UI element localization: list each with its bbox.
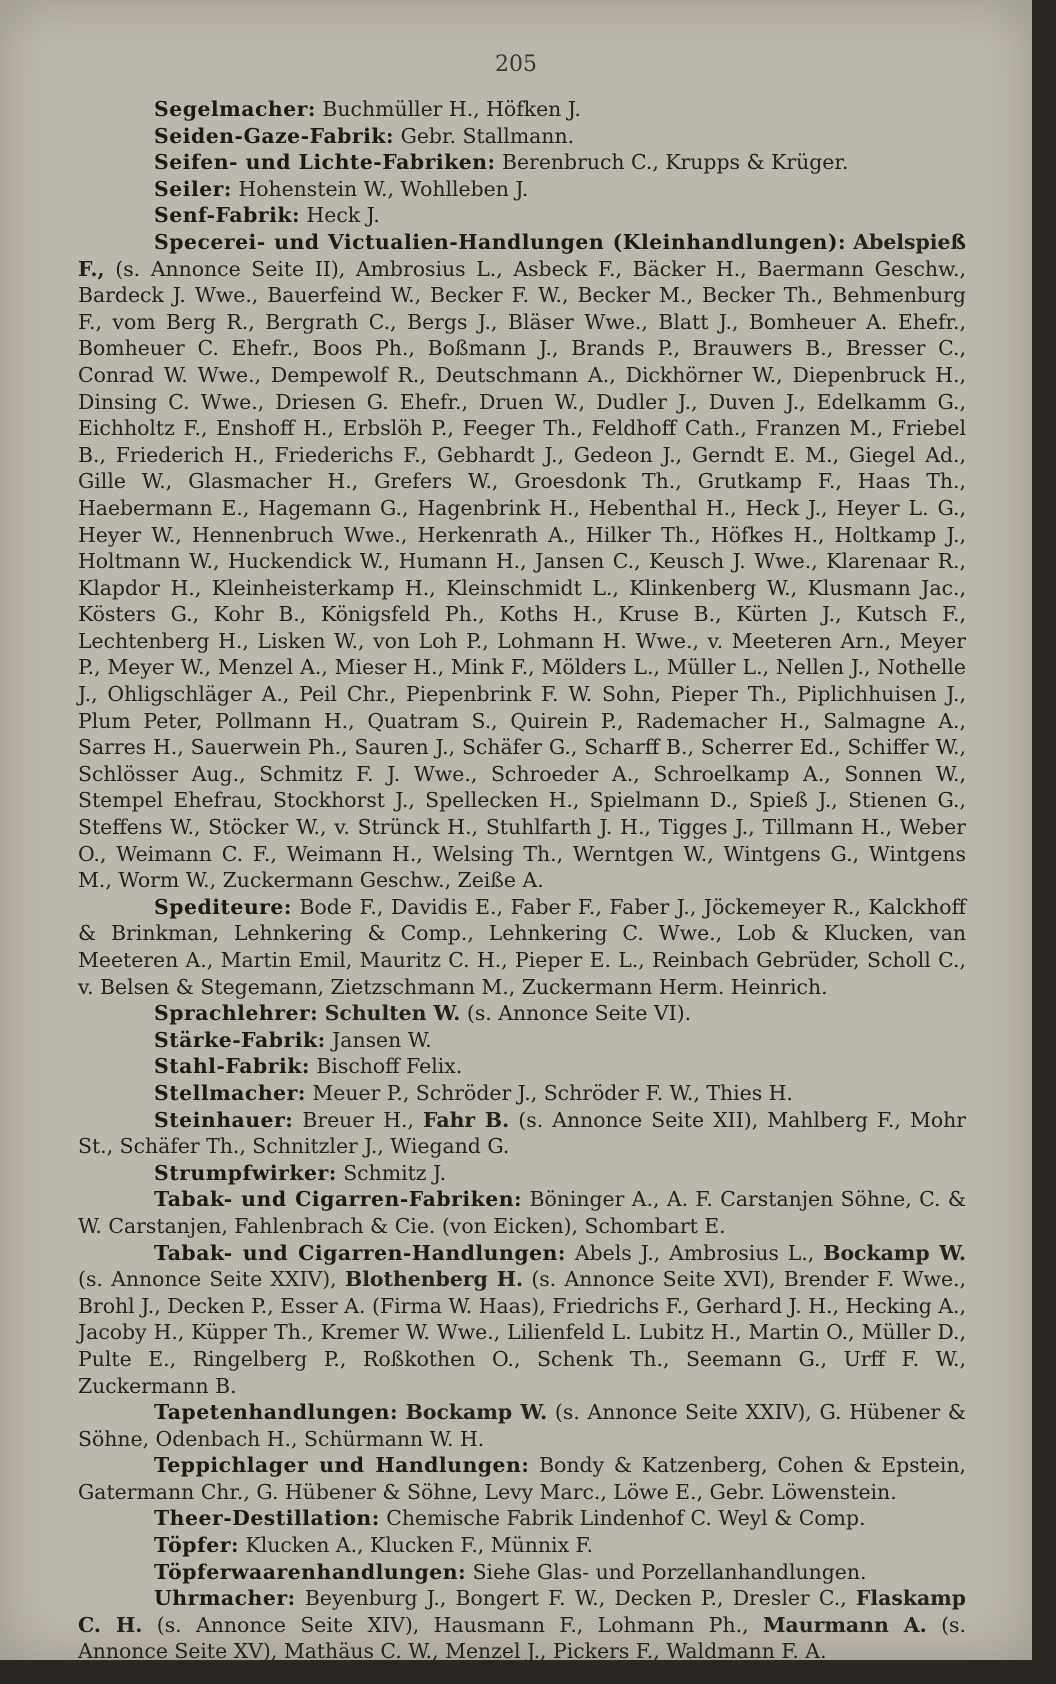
directory-entry <box>78 1186 966 1239</box>
entry-text: Abels J., Ambrosius L., <box>565 1240 824 1265</box>
directory-entry <box>78 1080 966 1107</box>
entry-heading: Specerei- und Victualien-Handlungen (Kleinhandlungen): <box>154 229 846 254</box>
entry-heading: Sprachlehrer: <box>154 1001 319 1026</box>
entry-heading: Strumpfwirker: <box>154 1160 337 1185</box>
entry-text: Bischoff Felix. <box>309 1054 463 1079</box>
entry-text: Bode F., Davidis E., Faber F., Faber J., Jöckemeyer R., Kalckhoff & Brinkman, Lehnkering & Comp., Lehnkering C. Wwe., Lob & Klucken, van Meeteren A., Martin Emil, Mauritz C. H., Pieper E. L., Reinbach Gebrüder, Scholl C., v. Belsen & Stegemann, Zietzschmann M., Zuckermann Herm. Heinrich. <box>78 894 966 999</box>
directory-listing <box>78 96 966 1665</box>
entry-text: (s. Annonce Seite XIV), Hausmann F., Lohmann Ph., <box>142 1612 763 1637</box>
advertised-name: Maurmann A. <box>762 1612 927 1637</box>
entry-heading: Seiler: <box>154 176 232 201</box>
entry-text: (s. Annonce Seite XXIV), G. Hübener & Söhne, Odenbach H., Schürmann W. H. <box>78 1400 967 1451</box>
advertised-name: Flaskamp C. H. <box>78 1586 966 1637</box>
entry-heading: Spediteure: <box>154 894 292 919</box>
entry-text: (s. Annonce Seite XV), Mathäus C. W., Menzel J., Pickers F., Waldmann F. A. <box>78 1612 966 1664</box>
entry-text: Heck J. <box>300 203 380 228</box>
advertised-name: Blothenberg H. <box>344 1267 524 1292</box>
entry-text: Schmitz J. <box>336 1160 447 1185</box>
entry-heading: Theer-Destillation: <box>154 1506 380 1531</box>
entry-text: (s. Annonce Seite XXIV), <box>78 1267 345 1292</box>
entry-text: (s. Annonce Seite XVI), Brender F. Wwe., Brohl J., Decken P., Esser A. (Firma W. Haas), Friedrichs F., Gerhard J. H., Hecking A., Jacoby H., Küpper Th., Kremer W. Wwe., Lilienfeld L. Lubitz H., Martin O., Müller D., Pulte E., Ringelberg P., Roßkothen O., Schenk Th., Seemann G., Urff F. W., Zuckermann B. <box>78 1267 966 1398</box>
entry-text: (s. Annonce Seite XII), Mahlberg F., Mohr St., Schäfer Th., Schnitzler J., Wiegand G. <box>78 1107 966 1159</box>
directory-entry <box>78 1160 966 1187</box>
entry-text: Chemische Fabrik Lindenhof C. Weyl & Comp. <box>379 1506 866 1531</box>
directory-entry <box>78 894 966 1000</box>
advertised-name: Bockamp W. <box>405 1400 548 1425</box>
directory-entry <box>78 1000 966 1027</box>
directory-entry <box>78 96 966 123</box>
directory-entry <box>78 1452 966 1505</box>
entry-heading: Senf-Fabrik: <box>154 203 301 228</box>
directory-entry <box>78 229 966 894</box>
entry-heading: Steinhauer: <box>154 1107 294 1132</box>
entry-text: Beyenburg J., Bongert F. W., Decken P., Dresler C., <box>295 1586 856 1611</box>
entry-text: Hohenstein W., Wohlleben J. <box>231 176 529 201</box>
directory-entry <box>78 1027 966 1054</box>
entry-text: Buchmüller H., Höfken J. <box>315 97 581 121</box>
directory-entry <box>78 149 966 176</box>
directory-entry <box>78 1107 966 1160</box>
entry-heading: Stellmacher: <box>154 1080 306 1105</box>
entry-text: Siehe Glas- und Porzellanhandlungen. <box>466 1559 867 1584</box>
advertised-name: Bockamp W. <box>823 1240 966 1265</box>
directory-entry <box>78 1053 966 1080</box>
entry-text: Meuer P., Schröder J., Schröder F. W., Thies H. <box>305 1080 793 1105</box>
entry-text: (s. Annonce Seite VI). <box>460 1001 692 1026</box>
entry-text: Gebr. Stallmann. <box>394 123 575 148</box>
entry-heading: Tapetenhandlungen: <box>154 1400 398 1425</box>
entry-heading: Segelmacher: <box>154 97 316 121</box>
advertised-name: Schulten W. <box>324 1001 461 1026</box>
directory-entry <box>78 1399 966 1452</box>
directory-entry <box>78 1559 966 1586</box>
page-number: 205 <box>495 52 537 77</box>
entry-heading: Uhrmacher: <box>154 1586 296 1611</box>
entry-text: Berenbruch C., Krupps & Krüger. <box>495 150 849 175</box>
entry-text <box>398 1400 406 1424</box>
directory-entry <box>78 1532 966 1559</box>
entry-text: (s. Annonce Seite II), Ambrosius L., Asbeck F., Bäcker H., Baermann Geschw., Bardeck J. Wwe., Bauerfeind W., Becker F. W., Becker M., Becker Th., Behmenburg F., vom Berg R., Bergrath C., Bergs J., Bläser Wwe., Blatt J., Bomheuer A. Ehefr., Bomheuer C. Ehefr., Boos Ph., Boßmann J., Brands P., Brauwers B., Bresser C., Conrad W. Wwe., Dempewolf R., Deutschmann A., Dickhörner W., Diepenbruck H., Dinsing C. Wwe., Driesen G. Ehefr., Druen W., Dudler J., Duven J., Edelkamm G., Eichholtz F., Enshoff H., Erbslöh P., Feeger Th., Feldhoff Cath., Franzen M., Friebel B., Friederich H., Friederichs F., Gebhardt J., Gedeon J., Gerndt E. M., Giegel Ad., Gille W., Glasmacher H., Grefers W., Groesdonk Th., Grutkamp F., Haas Th., Haebermann E., Hagemann G., Hagenbrink H., Hebenthal H., Heck J., Heyer L. G., Heyer W., Hennenbruch Wwe., Herkenrath A., Hilker Th., Höfkes H., Holtkamp J., Holtmann W., Huckendick W., Humann H., Jansen C., Keusch J. Wwe., Klarenaar R., Klapdor H., Kleinheisterkamp H., Kleinschmidt L., Klinkenberg W., Klusmann Jac., Kösters G., Kohr B., Königsfeld Ph., Koths H., Kruse B., Kürten J., Kutsch F., Lechtenberg H., Lisken W., von Loh P., Lohmann H. Wwe., v. Meeteren Arn., Meyer P., Meyer W., Menzel A., Mieser H., Mink F., Mölders L., Müller L., Nellen J., Nothelle J., Ohligschläger A., Peil Chr., Piepenbrink F. W. Sohn, Pieper Th., Piplichhuisen J., Plum Peter, Pollmann H., Quatram S., Quirein P., Rademacher H., Salmagne A., Sarres H., Sauerwein Ph., Sauren J., Schäfer G., Scharff B., Scherrer Ed., Schiffer W., Schlösser Aug., Schmitz F. J. Wwe., Schroeder A., Schroelkamp A., Sonnen W., Stempel Ehefrau, Stockhorst J., Spellecken H., Spielmann D., Spieß J., Stienen G., Steffens W., Stöcker W., v. Strünck H., Stuhlfarth J. H., Tigges J., Tillmann H., Weber O., Weimann C. F., Weimann H., Welsing Th., Werntgen W., Wintgens G., Wintgens M., Worm W., Zuckermann Geschw., Zeiße A. <box>78 256 966 893</box>
entry-heading: Töpferwaarenhandlungen: <box>154 1559 467 1584</box>
entry-heading: Seifen- und Lichte-Fabriken: <box>154 150 496 175</box>
advertised-name: Abelspieß F., <box>78 229 966 281</box>
advertised-name: Fahr B. <box>423 1107 510 1132</box>
entry-text: Bondy & Katzenberg, Cohen & Epstein, Gatermann Chr., G. Hübener & Söhne, Levy Marc., Löwe E., Gebr. Löwenstein. <box>78 1453 966 1504</box>
directory-entry <box>78 202 966 229</box>
entry-text: Jansen W. <box>325 1027 432 1052</box>
entry-heading: Töpfer: <box>154 1533 240 1558</box>
directory-entry <box>78 176 966 203</box>
directory-entry <box>78 123 966 150</box>
entry-heading: Tabak- und Cigarren-Fabriken: <box>154 1187 523 1212</box>
entry-heading: Tabak- und Cigarren-Handlungen: <box>154 1240 566 1265</box>
entry-heading: Stärke-Fabrik: <box>154 1027 326 1052</box>
entry-heading: Stahl-Fabrik: <box>154 1054 310 1079</box>
entry-text: Klucken A., Klucken F., Münnix F. <box>239 1533 594 1558</box>
entry-text: Böninger A., A. F. Carstanjen Söhne, C. & W. Carstanjen, Fahlenbrach & Cie. (von Eicken), Schombart E. <box>78 1187 966 1238</box>
directory-entry <box>78 1505 966 1532</box>
entry-text: Breuer H., <box>293 1107 424 1132</box>
entry-heading: Seiden-Gaze-Fabrik: <box>154 123 395 148</box>
directory-entry <box>78 1240 966 1400</box>
directory-entry <box>78 1585 966 1665</box>
entry-heading: Teppichlager und Handlungen: <box>154 1453 530 1478</box>
